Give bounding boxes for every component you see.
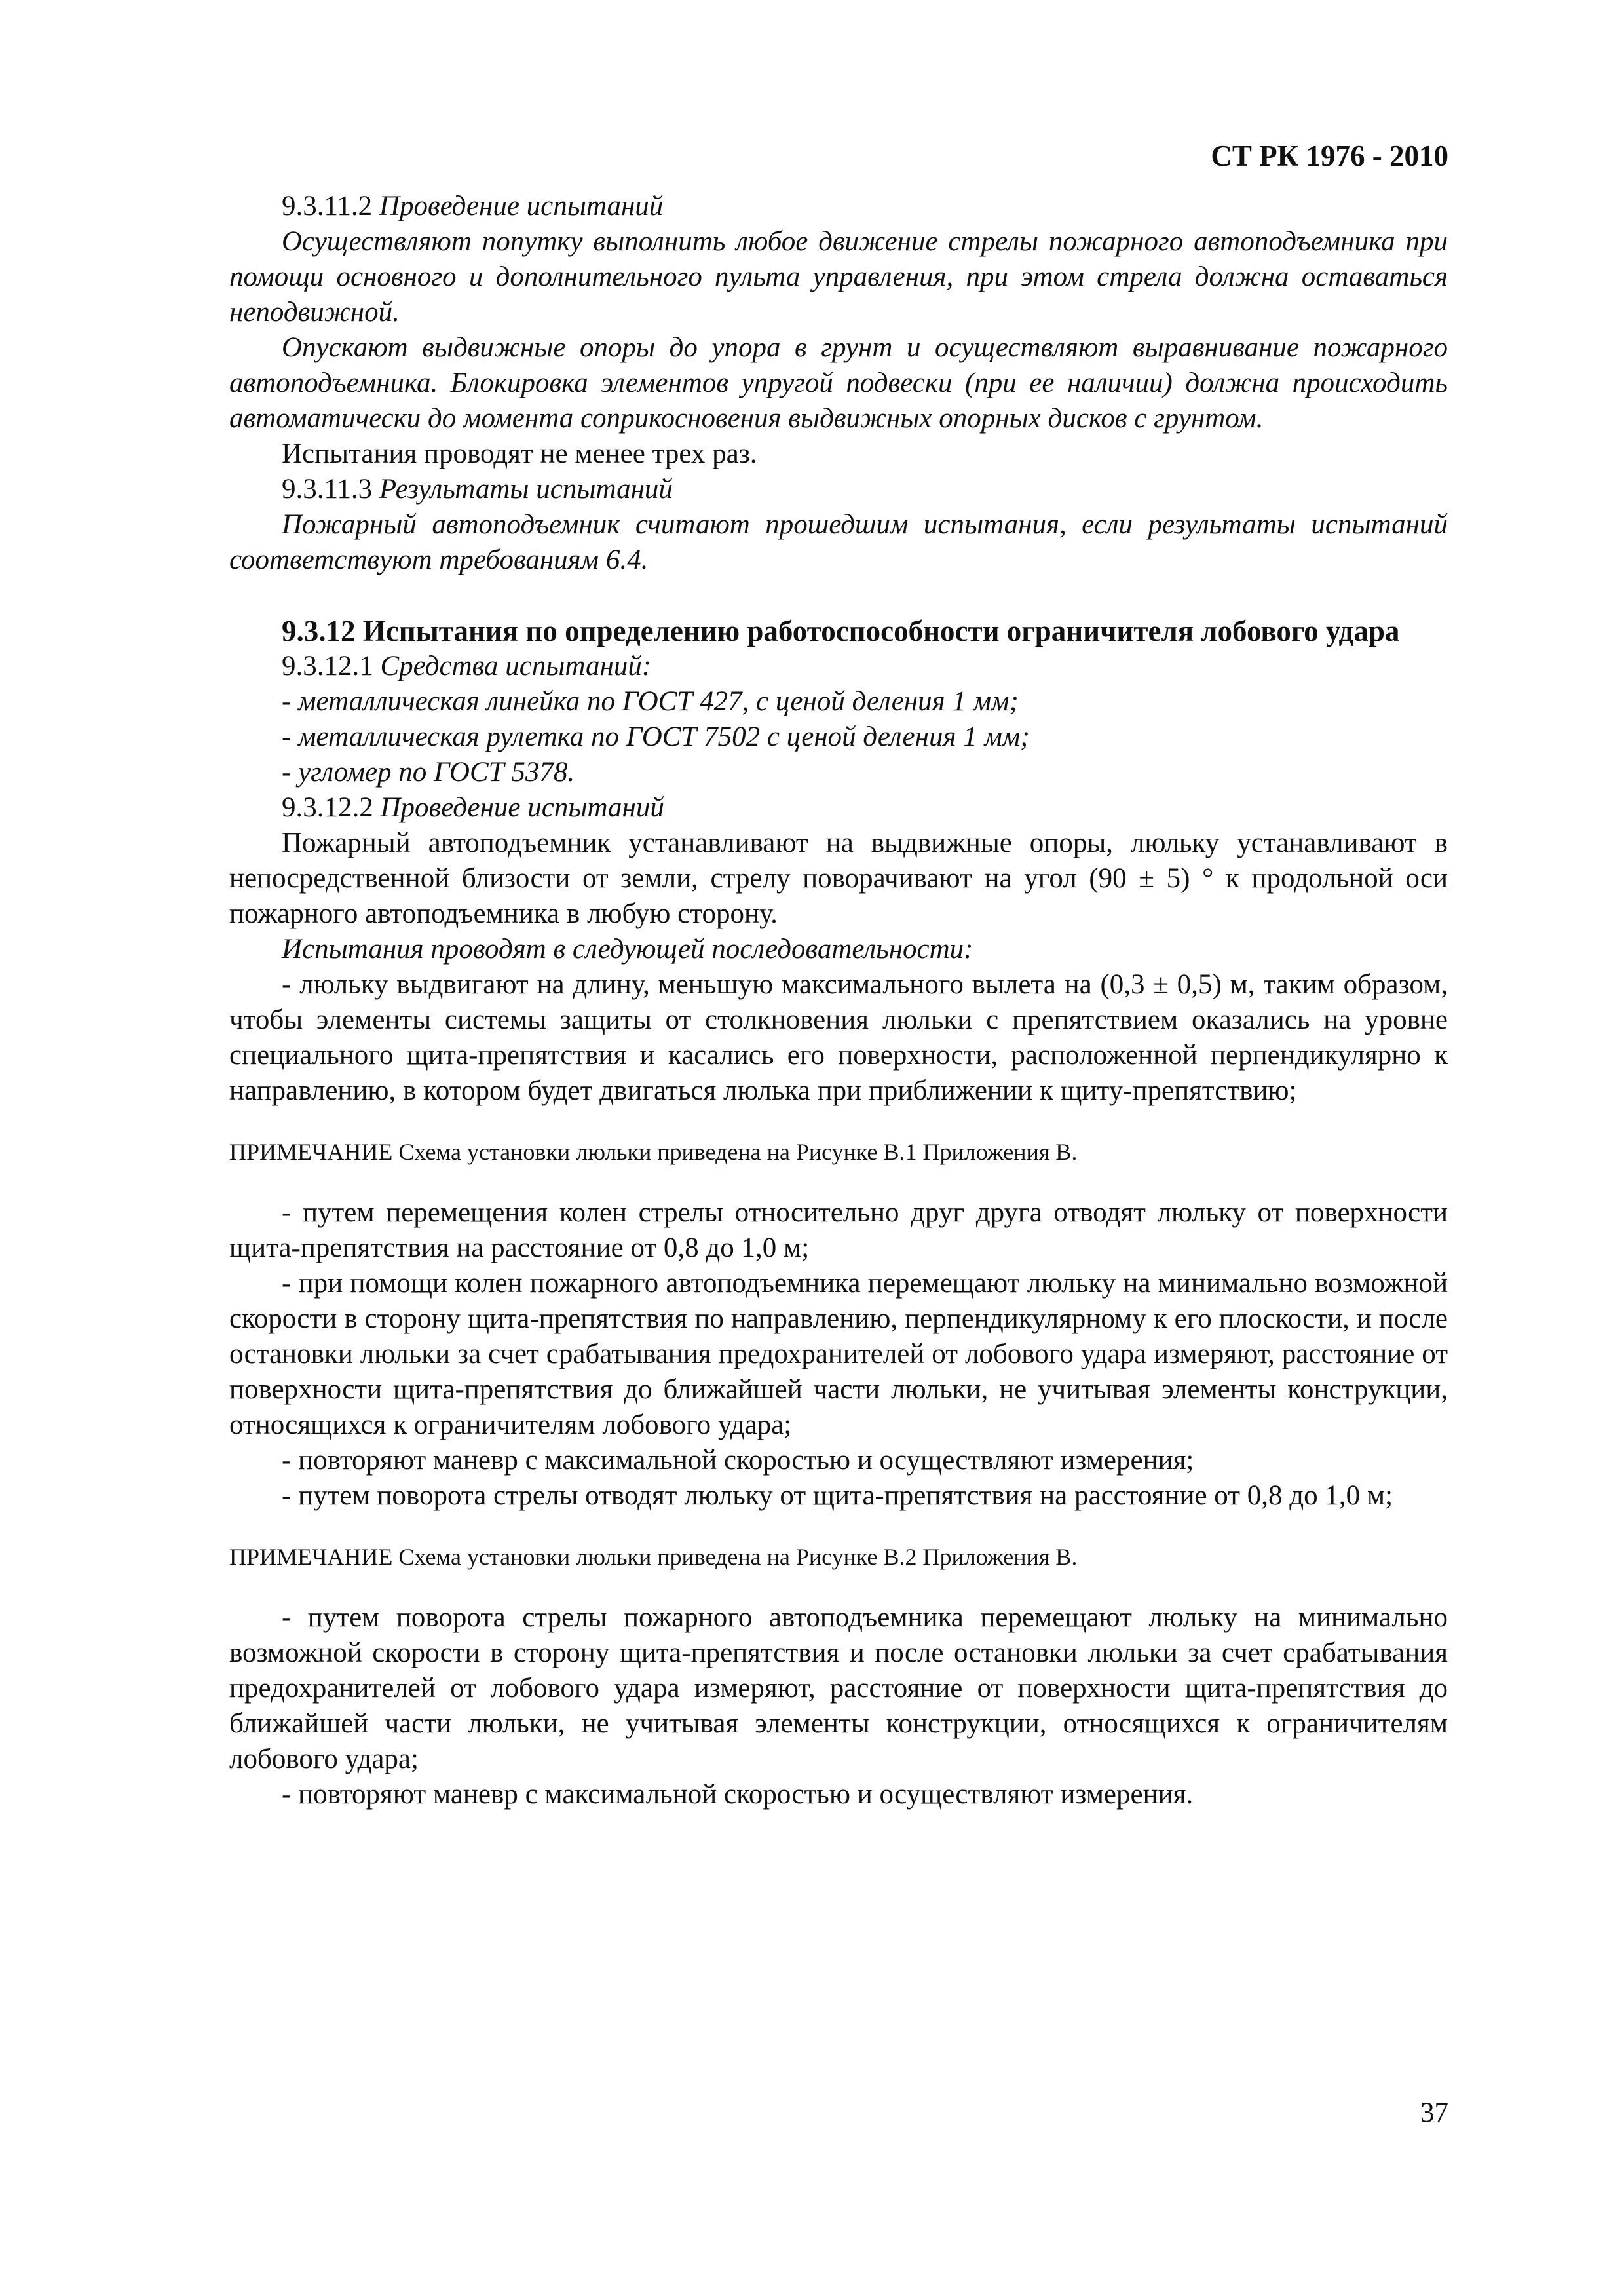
list-item: - при помощи колен пожарного автоподъемника перемещают люльку на минимально возможной скорости в сторону щита-препятствия по направлению, перпендикулярному к его плоскости, и после остановки люльки за счет срабатывания предохранителей от лобового удара измеряют, расстояние от поверхности щита-препятствия до ближайшей части люльки, не учитывая элементы конструкции, относящихся к ограничителям лобового удара; <box>229 1268 1448 1440</box>
paragraph: Опускают выдвижные опоры до упора в грунт и осуществляют выравнивание пожарного автоподъемника. Блокировка элементов упругой подвески (при ее наличии) должна происходить автоматически до момента соприкосновения выдвижных опорных дисков с грунтом. <box>229 332 1448 434</box>
subsection-number: 9.3.12.1 <box>282 651 381 681</box>
subsection-number: 9.3.11.2 <box>282 191 379 221</box>
subsection-number: 9.3.11.3 <box>282 474 379 505</box>
document-body <box>229 189 1448 1812</box>
subsection-name: Проведение испытаний <box>379 191 664 221</box>
list-item: - путем перемещения колен стрелы относительно друг друга отводят люльку от поверхности щита-препятствия на расстояние от 0,8 до 1,0 м; <box>229 1197 1448 1263</box>
list-item: - повторяют маневр с максимальной скоростью и осуществляют измерения. <box>282 1779 1194 1810</box>
note: ПРИМЕЧАНИЕ Схема установки люльки приведена на Рисунке В.2 Приложения В. <box>229 1544 1078 1570</box>
page-number: 37 <box>1420 2097 1448 2128</box>
subsection-number: 9.3.12.2 <box>282 792 381 823</box>
list-item: - люльку выдвигают на длину, меньшую максимального вылета на (0,3 ± 0,5) м, таким образом, чтобы элементы системы защиты от столкновения люльки с препятствием оказались на уровне специального щита-препятствия и касались его поверхности, расположенной перпендикулярно к направлению, в котором будет двигаться люлька при приближении к щиту-препятствию; <box>229 969 1448 1106</box>
paragraph: Пожарный автоподъемник считают прошедшим испытания, если результаты испытаний соответствуют требованиям 6.4. <box>229 509 1448 575</box>
list-item: - путем поворота стрелы отводят люльку от щита-препятствия на расстояние от 0,8 до 1,0 м; <box>282 1480 1393 1511</box>
list-item: - угломер по ГОСТ 5378. <box>282 757 575 788</box>
paragraph: Пожарный автоподъемник устанавливают на выдвижные опоры, люльку устанавливают в непосредственной близости от земли, стрелу поворачивают на угол (90 ± 5) ° к продольной оси пожарного автоподъемника в любую сторону. <box>229 828 1448 929</box>
paragraph: Осуществляют попутку выполнить любое движение стрелы пожарного автоподъемника при помощи основного и дополнительного пульта управления, при этом стрела должна оставаться неподвижной. <box>229 226 1448 328</box>
note: ПРИМЕЧАНИЕ Схема установки люльки приведена на Рисунке В.1 Приложения В. <box>229 1139 1078 1165</box>
paragraph: Испытания проводят в следующей последовательности: <box>282 934 973 965</box>
subsection-name: Средства испытаний: <box>380 651 652 681</box>
list-item: - повторяют маневр с максимальной скоростью и осуществляют измерения; <box>282 1445 1194 1476</box>
subsection-title <box>229 649 1448 684</box>
list-item: - металлическая рулетка по ГОСТ 7502 с ценой деления 1 мм; <box>282 721 1030 752</box>
list-item: - металлическая линейка по ГОСТ 427, с ценой деления 1 мм; <box>282 686 1019 717</box>
document-code: СТ РК 1976 - 2010 <box>1211 140 1448 172</box>
section-heading: 9.3.12 Испытания по определению работоспособности ограничителя лобового удара <box>282 615 1400 647</box>
paragraph: Испытания проводят не менее трех раз. <box>282 438 757 469</box>
list-item: - путем поворота стрелы пожарного автоподъемника перемещают люльку на минимально возможной скорости в сторону щита-препятствия и после остановки люльки за счет срабатывания предохранителей от лобового удара измеряют, расстояние от поверхности щита-препятствия до ближайшей части люльки, не учитывая элементы конструкции, относящихся к ограничителям лобового удара; <box>229 1602 1448 1774</box>
subsection-title <box>229 189 1448 224</box>
subsection-name: Результаты испытаний <box>379 474 673 505</box>
subsection-title <box>229 790 1448 826</box>
subsection-title <box>229 472 1448 507</box>
subsection-name: Проведение испытаний <box>380 792 664 823</box>
